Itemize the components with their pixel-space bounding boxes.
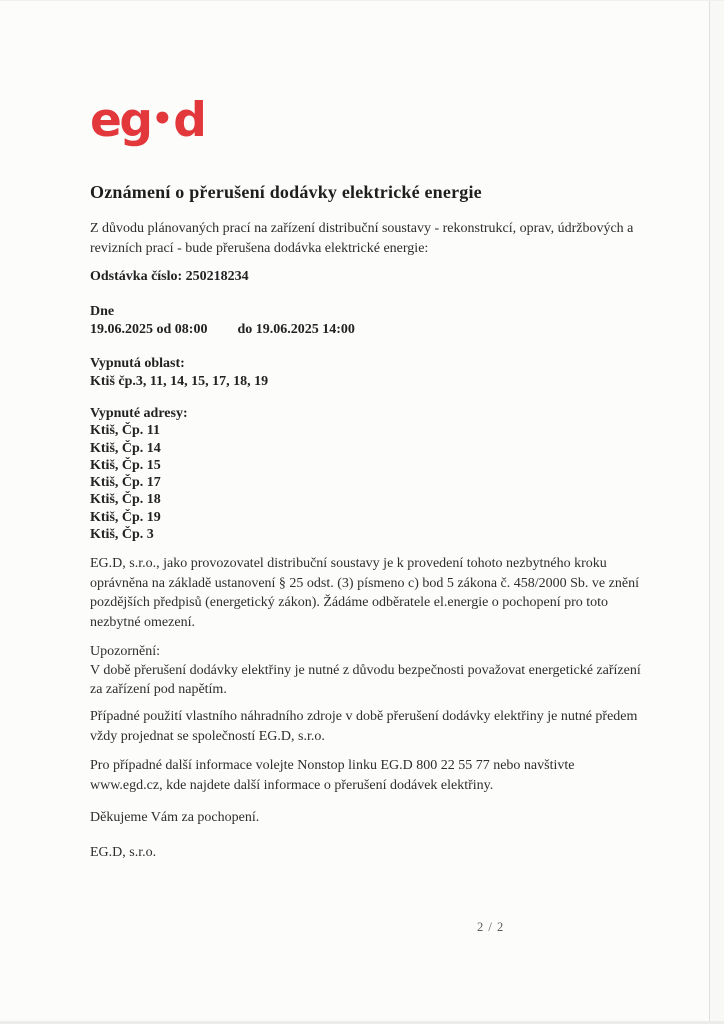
addresses-section xyxy=(90,405,650,543)
generator-paragraph: Případné použití vlastního náhradního zdroje v době přerušení dodávky elektřiny je nutné předem vždy projednat se společností EG.D, s.r.o. xyxy=(90,709,638,744)
scan-top-edge xyxy=(0,0,724,1)
warning-text: V době přerušení dodávky elektřiny je nutné z důvodu bezpečnosti považovat energetické zařízení za zařízení pod napětím. xyxy=(90,662,641,697)
scan-artifact-line xyxy=(709,0,710,1024)
page-title: Oznámení o přerušení dodávky elektrické energie xyxy=(90,182,482,202)
area-value: Ktiš čp.3, 11, 14, 15, 17, 18, 19 xyxy=(90,374,269,389)
addresses-label: Vypnuté adresy: xyxy=(90,406,188,421)
address-line: Ktiš, Čp. 19 xyxy=(90,509,161,525)
legal-paragraph: EG.D, s.r.o., jako provozovatel distribuční soustavy je k provedení tohoto nezbytného kroku oprávněna na základě ustanovení § 25 odst. (3) písmeno c) bod 5 zákona č. 458/2000 Sb. ve znění pozdějších předpisů (energetický zákon). Žádáme odběratele el.energie o pochopení pro toto nezbytné omezení. xyxy=(90,556,639,630)
date-from: 19.06.2025 od 08:00 xyxy=(90,322,208,337)
thanks-line: Děkujeme Vám za pochopení. xyxy=(90,810,260,825)
address-line: Ktiš, Čp. 18 xyxy=(90,492,161,508)
address-line: Ktiš, Čp. 14 xyxy=(90,440,161,456)
signature-line: EG.D, s.r.o. xyxy=(90,845,157,860)
date-to: do 19.06.2025 14:00 xyxy=(237,322,355,337)
egd-logo xyxy=(90,93,650,148)
address-line: Ktiš, Čp. 3 xyxy=(90,527,154,543)
address-line: Ktiš, Čp. 17 xyxy=(90,475,161,491)
page-number: 2 / 2 xyxy=(477,920,505,934)
warning-section xyxy=(90,643,650,699)
date-label: Dne xyxy=(90,304,115,319)
warning-label: Upozornění: xyxy=(90,644,160,659)
scan-edge-band xyxy=(710,0,724,1024)
logo-text-left: eg xyxy=(90,93,151,148)
address-line: Ktiš, Čp. 11 xyxy=(90,423,161,439)
outage-number: Odstávka číslo: 250218234 xyxy=(90,269,249,284)
area-section xyxy=(90,355,650,391)
address-line: Ktiš, Čp. 15 xyxy=(90,457,161,473)
date-range xyxy=(90,321,650,339)
date-section xyxy=(90,303,650,339)
intro-paragraph: Z důvodu plánovaných prací na zařízení distribuční soustavy - rekonstrukcí, oprav, údržbových a revizních prací - bude přerušena dodávka elektrické energie: xyxy=(90,221,634,256)
contact-paragraph: Pro případné další informace volejte Nonstop linku EG.D 800 22 55 77 nebo navštivte www.egd.cz, kde najdete další informace o přerušení dodávek elektřiny. xyxy=(90,758,575,793)
logo-dot-icon: • xyxy=(151,99,173,139)
area-label: Vypnutá oblast: xyxy=(90,356,185,371)
logo-text-right: d xyxy=(173,93,205,148)
